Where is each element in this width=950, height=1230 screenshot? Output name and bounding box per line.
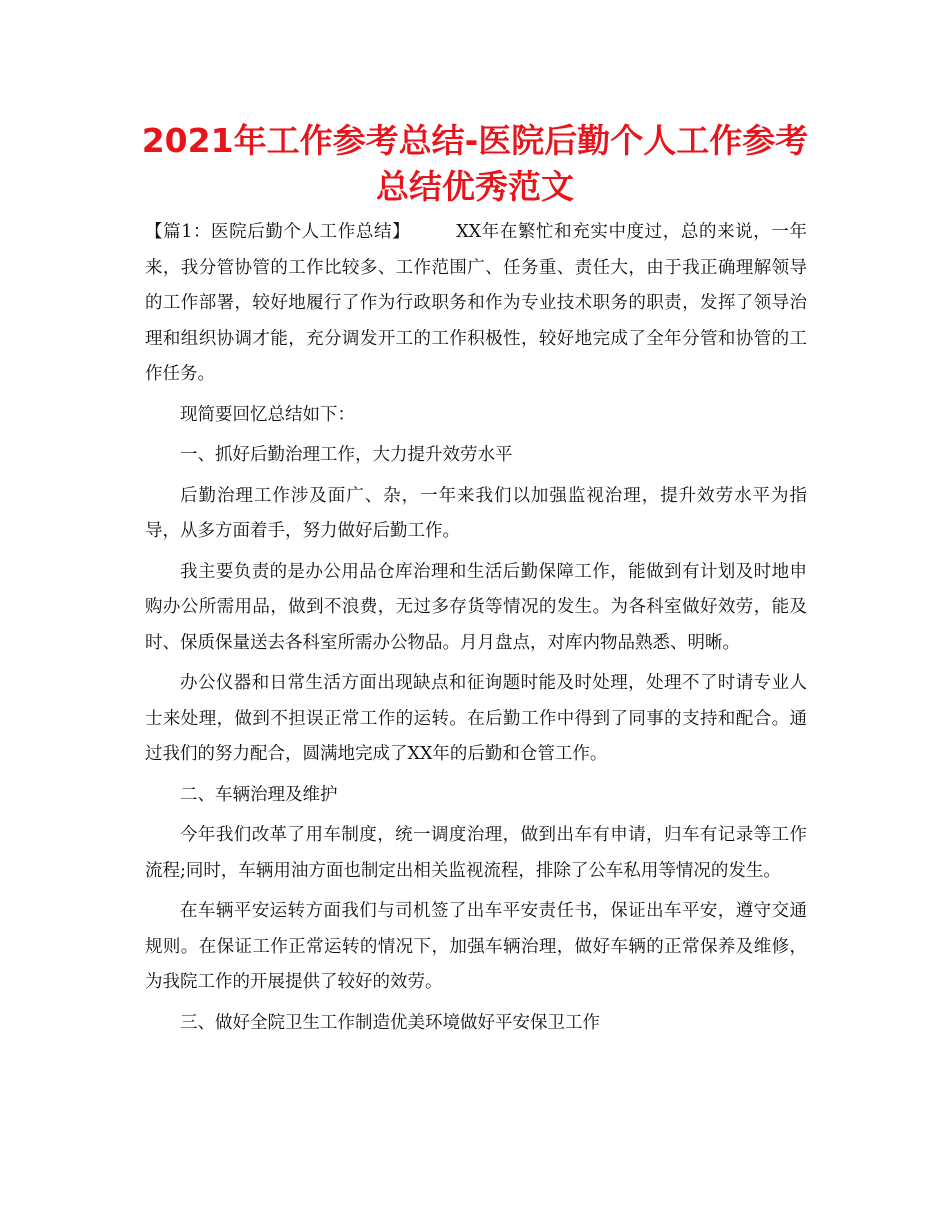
- paragraph-3: 后勤治理工作涉及面广、杂，一年来我们以加强监视治理，提升效劳水平为指导，从多方面着手，努力做好后勤工作。: [145, 485, 807, 541]
- section-heading-3: 三、做好全院卫生工作制造优美环境做好平安保卫工作: [180, 1012, 600, 1033]
- document-body: [145, 215, 807, 1046]
- paragraph-intro: [145, 215, 807, 393]
- document-title: 2021年工作参考总结-医院后勤个人工作参考总结优秀范文: [141, 121, 809, 206]
- paragraph-2: 现简要回忆总结如下：: [180, 404, 355, 425]
- paragraph-1: XX年在繁忙和充实中度过，总的来说，一年来，我分管协管的工作比较多、工作范围广、任务重、责任大，由于我正确理解领导的工作部署，较好地履行了作为行政职务和作为专业技术职务的职责，发挥了领导治理和组织协调才能，充分调发开工的工作积极性，较好地完成了全年分管和协管的工作任务。: [145, 222, 807, 384]
- section-heading-2: 二、车辆治理及维护: [180, 784, 338, 805]
- paragraph-5: 办公仪器和日常生活方面出现缺点和征询题时能及时处理，处理不了时请专业人士来处理，做到不担误正常工作的运转。在后勤工作中得到了同事的支持和配合。通过我们的努力配合，圆满地完成了XX年的后勤和仓管工作。: [145, 673, 807, 764]
- section-heading-1: 一、抓好后勤治理工作，大力提升效劳水平: [180, 445, 513, 465]
- paragraph-4: 我主要负责的是办公用品仓库治理和生活后勤保障工作，能做到有计划及时地申购办公所需用品，做到不浪费，无过多存货等情况的发生。为各科室做好效劳，能及时、保质保量送去各科室所需办公物品。月月盘点，对库内物品熟悉、明晰。: [145, 561, 807, 653]
- intro-heading: 【篇1：医院后勤个人工作总结】: [145, 222, 411, 242]
- paragraph-6: 今年我们改革了用车制度，统一调度治理，做到出车有申请，归车有记录等工作流程;同时，车辆用油方面也制定出相关监视流程，排除了公车私用等情况的发生。: [145, 825, 807, 881]
- paragraph-7: 在车辆平安运转方面我们与司机签了出车平安责任书，保证出车平安，遵守交通规则。在保证工作正常运转的情况下，加强车辆治理，做好车辆的正常保养及维修，为我院工作的开展提供了较好的效劳。: [145, 901, 807, 992]
